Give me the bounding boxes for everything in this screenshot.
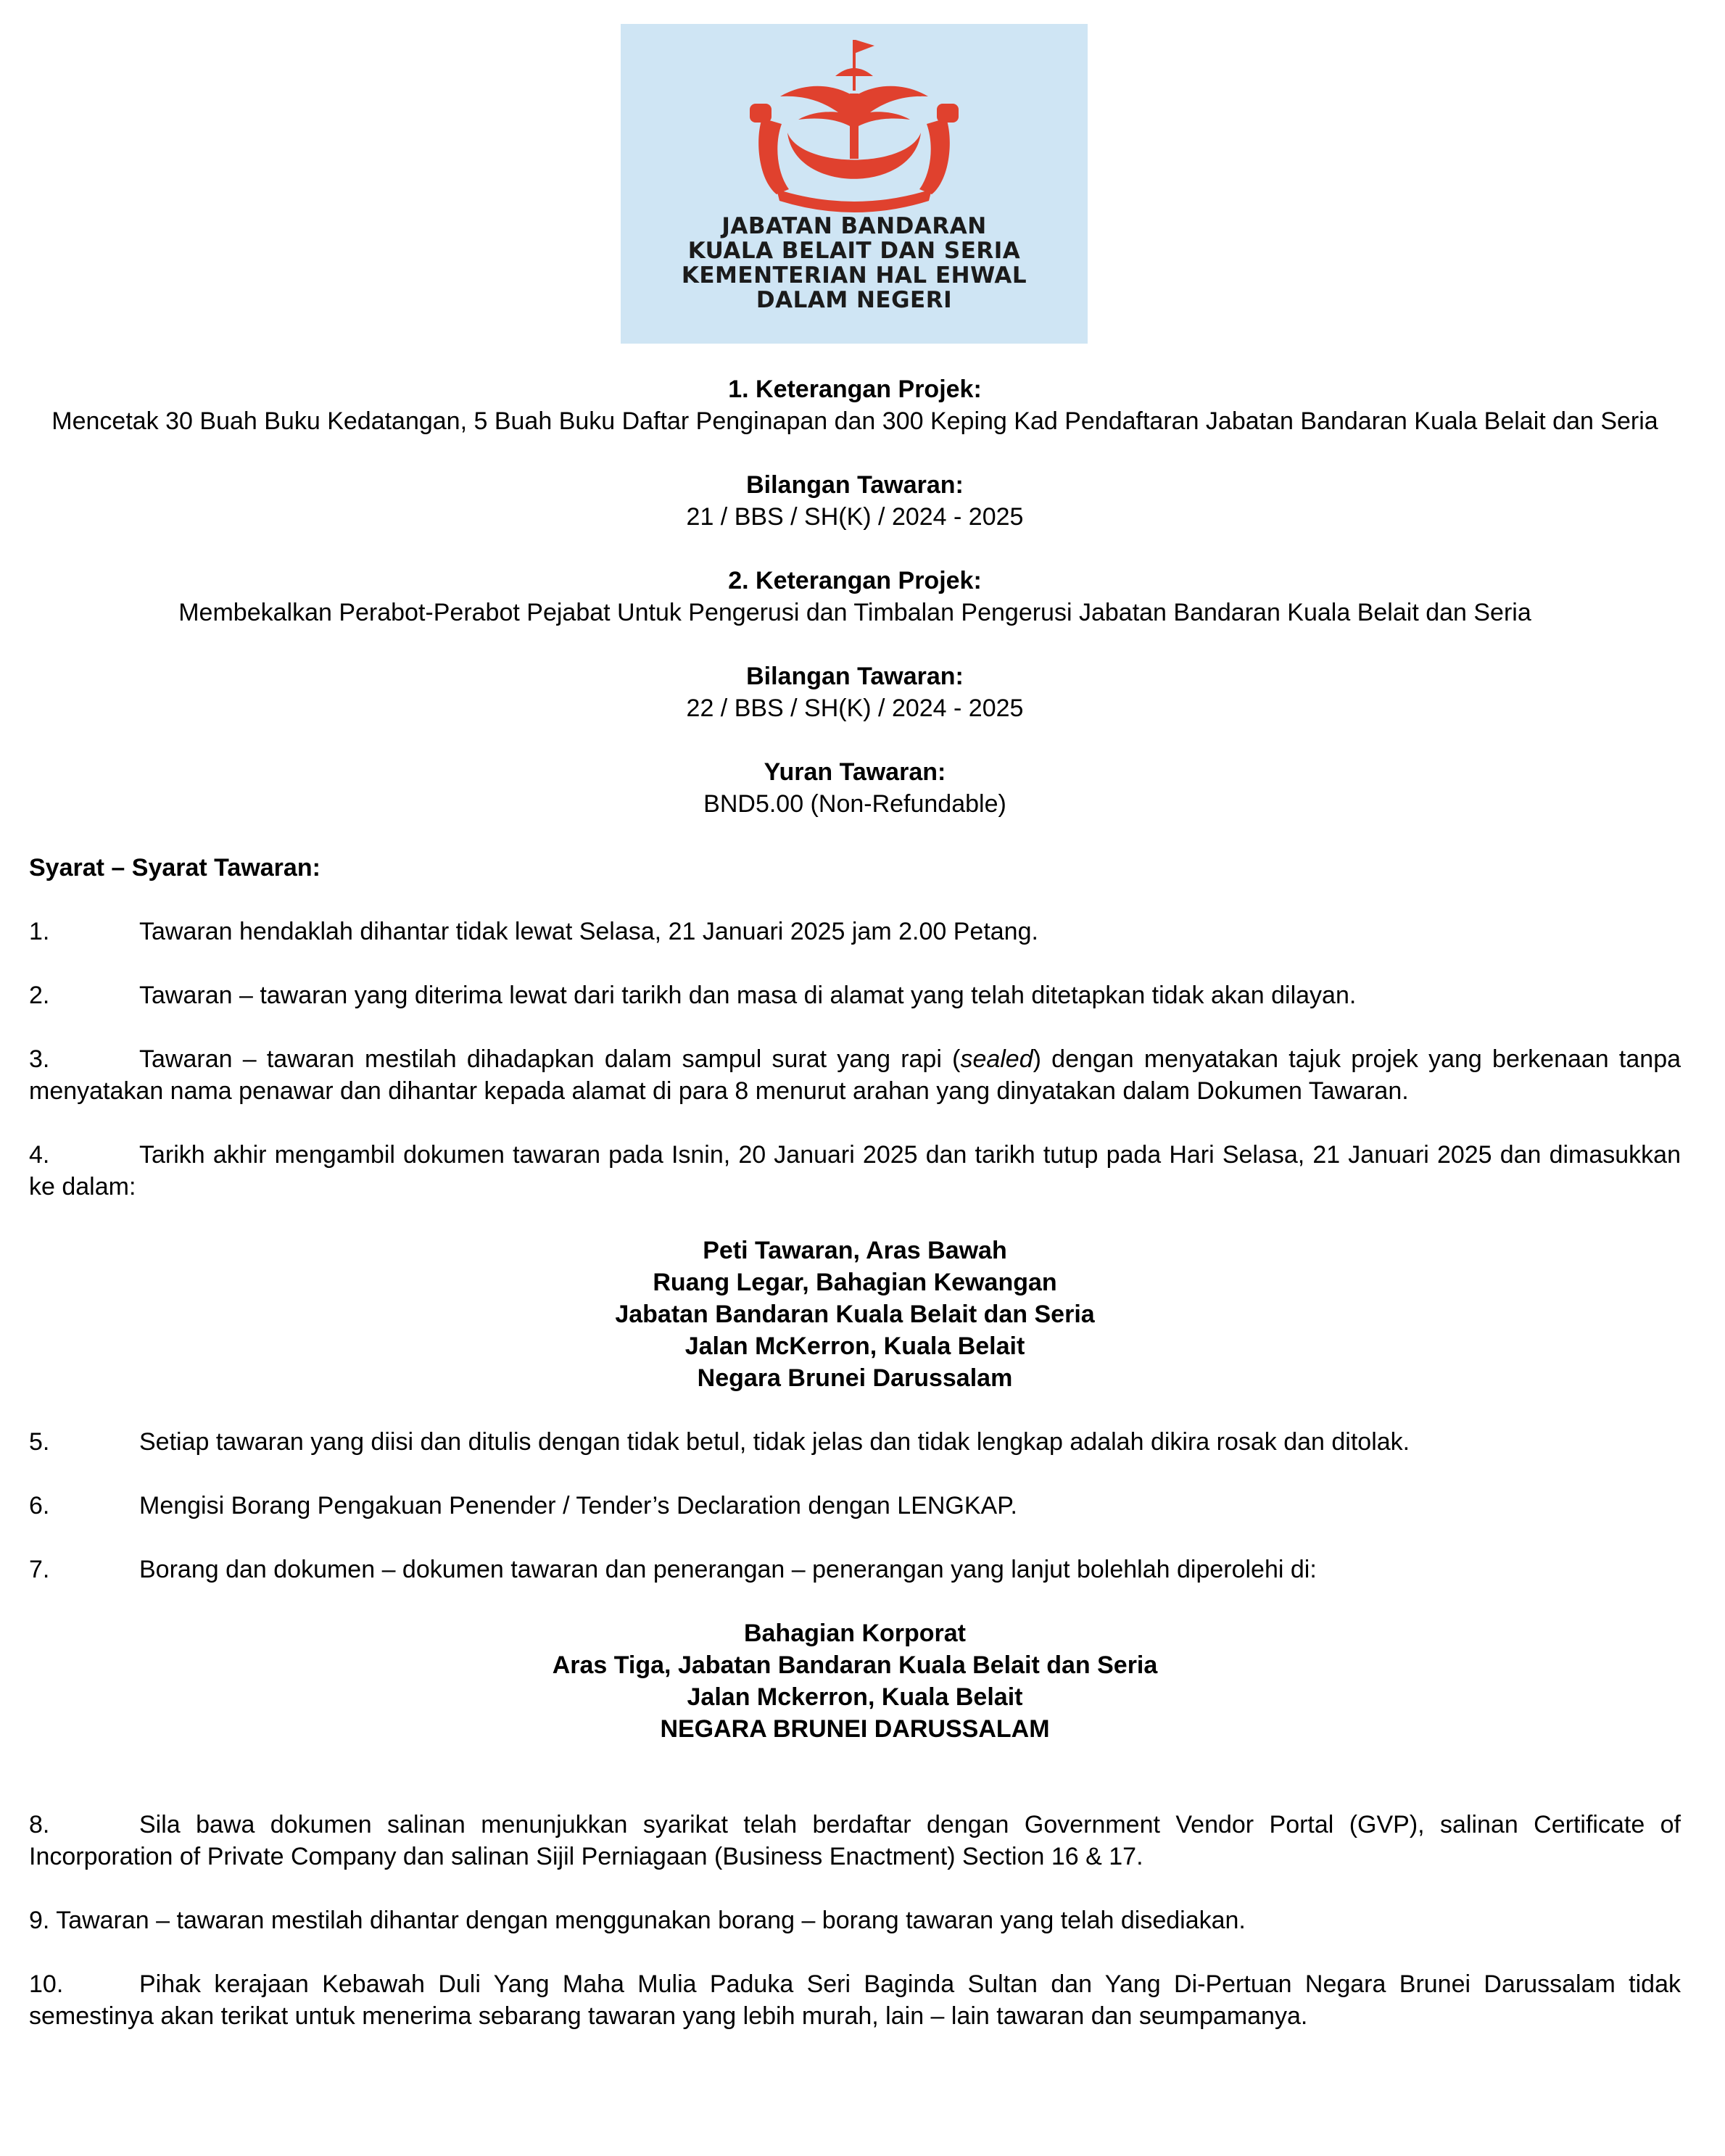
address-2-line: NEGARA BRUNEI DARUSSALAM [660, 1715, 1050, 1743]
term-3-text-em: sealed [960, 1045, 1033, 1073]
fee-label: Yuran Tawaran: [764, 758, 946, 786]
term-4-text: Tarikh akhir mengambil dokumen tawaran pada Isnin, 20 Januari 2025 dan tarikh tutup pada Hari Selasa, 21 Januari 2025 dan dimasukkan ke dalam: [29, 1141, 1681, 1201]
term-7-number: 7. [29, 1556, 50, 1583]
terms-heading: Syarat – Syarat Tawaran: [29, 854, 320, 882]
project-2-heading: 2. Keterangan Projek: [728, 567, 982, 594]
term-3 [29, 1043, 1681, 1107]
tender-box-address [29, 1235, 1681, 1394]
term-6-text: Mengisi Borang Pengakuan Penender / Tender’s Declaration dengan LENGKAP. [139, 1492, 1017, 1519]
term-1-number: 1. [29, 918, 50, 945]
term-2 [29, 979, 1681, 1011]
project-1-description: Mencetak 30 Buah Buku Kedatangan, 5 Buah Buku Daftar Penginapan dan 300 Keping Kad Pendaftaran Jabatan Bandaran Kuala Belait dan Seria [51, 407, 1658, 435]
logo-caption [621, 214, 1088, 312]
term-9: 9. Tawaran – tawaran mestilah dihantar dengan menggunakan borang – borang tawaran yang telah disediakan. [29, 1907, 1246, 1934]
term-7 [29, 1554, 1681, 1585]
term-4-number: 4. [29, 1141, 50, 1169]
project-1-heading: 1. Keterangan Projek: [728, 376, 982, 403]
term-10-text: Pihak kerajaan Kebawah Duli Yang Maha Mulia Paduka Seri Baginda Sultan dan Yang Di-Pertuan Negara Brunei Darussalam tidak semestinya akan terikat untuk menerima sebarang tawaran yang lebih murah, lain – lain tawaran dan seumpamanya. [29, 1970, 1681, 2030]
project-2-description: Membekalkan Perabot-Perabot Pejabat Untuk Pengerusi dan Timbalan Pengerusi Jabatan Bandaran Kuala Belait dan Seria [178, 599, 1531, 626]
logo-line-4: DALAM NEGERI [756, 287, 953, 313]
address-1-line: Peti Tawaran, Aras Bawah [703, 1237, 1007, 1264]
address-2-line: Bahagian Korporat [743, 1620, 967, 1647]
project-1-section [29, 373, 1681, 533]
term-5-text: Setiap tawaran yang diisi dan ditulis dengan tidak betul, tidak jelas dan tidak lengkap adalah dikira rosak dan ditolak. [139, 1428, 1410, 1456]
term-6-number: 6. [29, 1492, 50, 1519]
logo-line-2: KUALA BELAIT DAN SERIA [687, 238, 1021, 264]
term-2-text: Tawaran – tawaran yang diterima lewat dari tarikh dan masa di alamat yang telah ditetapkan tidak akan dilayan. [139, 982, 1357, 1009]
term-1 [29, 916, 1681, 948]
term-3-text-b: ) dengan menyatakan tajuk projek yang berkenaan tanpa menyatakan nama penawar dan dihantar kepada alamat di para 8 menurut arahan yang dinyatakan dalam Dokumen Tawaran. [29, 1045, 1681, 1105]
term-2-number: 2. [29, 982, 50, 1009]
address-2-line: Aras Tiga, Jabatan Bandaran Kuala Belait dan Seria [552, 1651, 1158, 1679]
department-logo [621, 24, 1088, 344]
fee-section [29, 756, 1681, 820]
corporate-address [29, 1617, 1681, 1745]
project-2-offer-label: Bilangan Tawaran: [746, 663, 964, 690]
logo-line-1: JABATAN BANDARAN [721, 213, 987, 239]
project-1-offer-label: Bilangan Tawaran: [746, 471, 964, 499]
term-4 [29, 1139, 1681, 1203]
term-3-text-a: Tawaran – tawaran mestilah dihadapkan dalam sampul surat yang rapi ( [139, 1045, 961, 1073]
address-1-line: Jabatan Bandaran Kuala Belait dan Seria [615, 1301, 1095, 1328]
term-7-text: Borang dan dokumen – dokumen tawaran dan penerangan – penerangan yang lanjut bolehlah diperolehi di: [139, 1556, 1317, 1583]
term-8 [29, 1809, 1681, 1873]
term-10-number: 10. [29, 1970, 64, 1998]
logo-line-3: KEMENTERIAN HAL EHWAL [681, 262, 1027, 289]
address-2-line: Jalan Mckerron, Kuala Belait [687, 1683, 1023, 1711]
address-1-line: Negara Brunei Darussalam [697, 1364, 1013, 1392]
fee-value: BND5.00 (Non-Refundable) [703, 790, 1006, 818]
project-2-section [29, 565, 1681, 724]
term-8-number: 8. [29, 1811, 50, 1838]
brunei-crest-icon [621, 24, 1088, 212]
term-5-number: 5. [29, 1428, 50, 1456]
project-1-offer-number: 21 / BBS / SH(K) / 2024 - 2025 [686, 503, 1024, 531]
term-5 [29, 1426, 1681, 1458]
term-8-text: Sila bawa dokumen salinan menunjukkan syarikat telah berdaftar dengan Government Vendor Portal (GVP), salinan Certificate of Incorporation of Private Company dan salinan Sijil Perniagaan (Business Enactment) Section 16 & 17. [29, 1811, 1681, 1870]
address-1-line: Ruang Legar, Bahagian Kewangan [653, 1269, 1057, 1296]
project-2-offer-number: 22 / BBS / SH(K) / 2024 - 2025 [686, 695, 1024, 722]
document-body [29, 373, 1681, 2032]
term-6 [29, 1490, 1681, 1522]
term-1-text: Tawaran hendaklah dihantar tidak lewat Selasa, 21 Januari 2025 jam 2.00 Petang. [139, 918, 1038, 945]
term-10 [29, 1968, 1681, 2032]
address-1-line: Jalan McKerron, Kuala Belait [684, 1332, 1025, 1360]
term-3-number: 3. [29, 1045, 50, 1073]
